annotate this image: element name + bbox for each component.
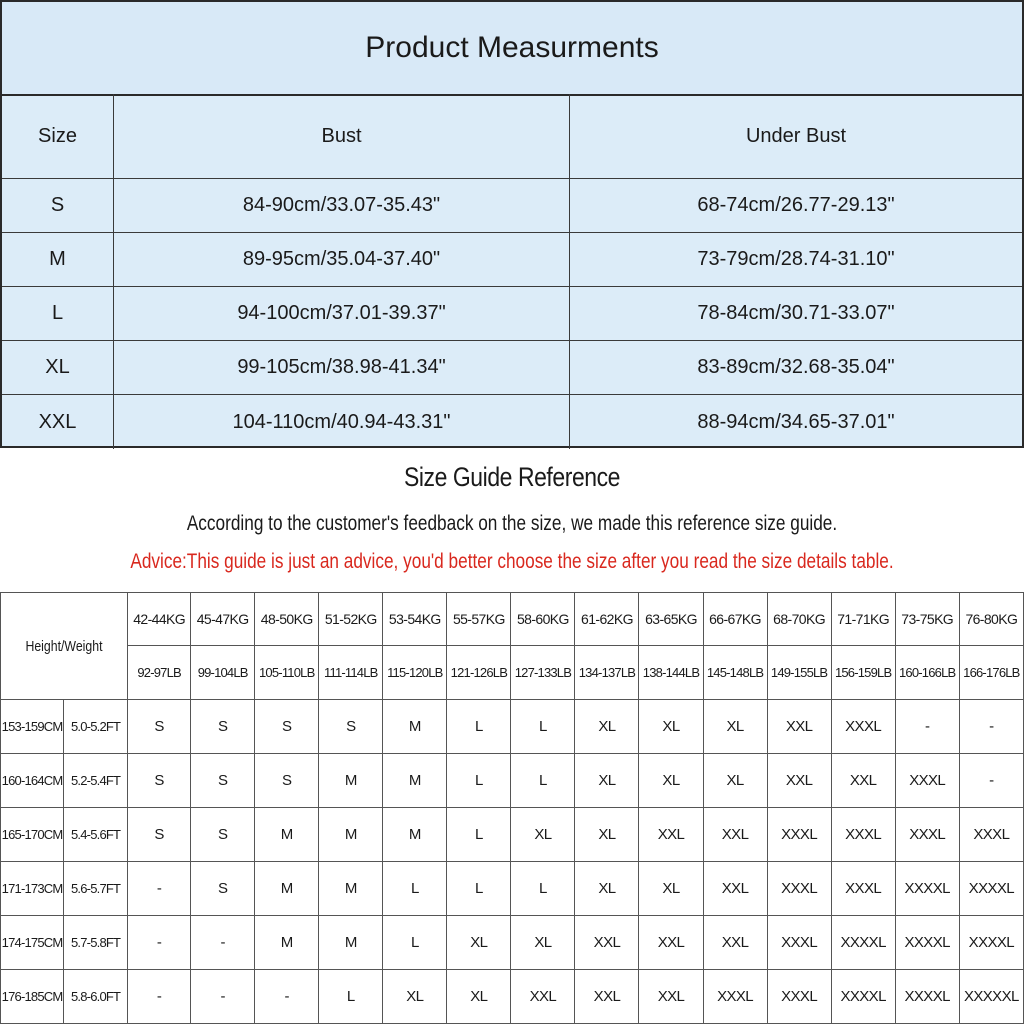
- under-bust-cell: 78-84cm/30.71-33.07": [697, 302, 895, 324]
- recommended-size-cell: M: [255, 862, 319, 916]
- recommended-size-cell: -: [128, 970, 191, 1024]
- recommended-size-cell: -: [959, 754, 1023, 808]
- recommended-size-cell: XXXL: [767, 808, 831, 862]
- recommended-size-cell: M: [255, 916, 319, 970]
- height-row: [1, 754, 1024, 808]
- weight-lb-header: 134-137LB: [575, 646, 639, 700]
- recommended-size-cell: L: [447, 808, 511, 862]
- recommended-size-cell: -: [191, 916, 255, 970]
- weight-lb-header: 166-176LB: [959, 646, 1023, 700]
- size-cell: XXL: [2, 395, 114, 449]
- recommended-size-cell: XL: [447, 970, 511, 1024]
- recommended-size-cell: XXL: [703, 808, 767, 862]
- size-cell: M: [2, 233, 114, 286]
- recommended-size-cell: XXL: [767, 700, 831, 754]
- recommended-size-cell: S: [319, 700, 383, 754]
- recommended-size-cell: S: [191, 754, 255, 808]
- recommended-size-cell: L: [511, 754, 575, 808]
- recommended-size-cell: XL: [575, 862, 639, 916]
- recommended-size-cell: M: [383, 754, 447, 808]
- height-cm-cell: 176-185CM: [1, 970, 64, 1024]
- recommended-size-cell: XL: [575, 808, 639, 862]
- height-cm-cell: 171-173CM: [1, 862, 64, 916]
- recommended-size-cell: XXXXL: [831, 916, 895, 970]
- recommended-size-cell: XXXXL: [895, 862, 959, 916]
- recommended-size-cell: XL: [511, 916, 575, 970]
- recommended-size-cell: XXL: [703, 916, 767, 970]
- measurement-row: [2, 395, 1022, 449]
- weight-kg-header: 61-62KG: [575, 593, 639, 646]
- height-cm-cell: 174-175CM: [1, 916, 64, 970]
- weight-lb-header: 160-166LB: [895, 646, 959, 700]
- bust-cell: 94-100cm/37.01-39.37": [114, 287, 570, 340]
- weight-lb-header: 138-144LB: [639, 646, 703, 700]
- weight-lb-header: 127-133LB: [511, 646, 575, 700]
- header-size: Size: [2, 94, 114, 178]
- recommended-size-cell: XXXXL: [895, 916, 959, 970]
- product-measurements-table: [0, 0, 1024, 448]
- bust-cell: 104-110cm/40.94-43.31": [114, 395, 570, 449]
- measurement-row: [2, 233, 1022, 287]
- weight-kg-header: 71-71KG: [831, 593, 895, 646]
- recommended-size-cell: XXXXXL: [959, 970, 1023, 1024]
- recommended-size-cell: S: [191, 700, 255, 754]
- recommended-size-cell: M: [319, 808, 383, 862]
- height-row: [1, 862, 1024, 916]
- recommended-size-cell: M: [319, 862, 383, 916]
- recommended-size-cell: L: [319, 970, 383, 1024]
- height-ft-cell: 5.2-5.4FT: [64, 754, 128, 808]
- under-bust-cell: 68-74cm/26.77-29.13": [697, 194, 895, 216]
- recommended-size-cell: -: [128, 862, 191, 916]
- size-guide-advice: Advice:This guide is just an advice, you'd better choose the size after you read the size details table.: [130, 550, 894, 573]
- measurement-row: [2, 179, 1022, 233]
- weight-lb-header: 121-126LB: [447, 646, 511, 700]
- recommended-size-cell: -: [191, 970, 255, 1024]
- height-row: [1, 970, 1024, 1024]
- size-guide-subtitle: According to the customer's feedback on the size, we made this reference size guide.: [186, 512, 838, 535]
- recommended-size-cell: XXL: [639, 916, 703, 970]
- recommended-size-cell: XXXXL: [895, 970, 959, 1024]
- height-ft-cell: 5.6-5.7FT: [64, 862, 128, 916]
- recommended-size-cell: XXXXL: [959, 862, 1023, 916]
- recommended-size-cell: XXXXL: [831, 970, 895, 1024]
- recommended-size-cell: M: [319, 754, 383, 808]
- weight-kg-header: 73-75KG: [895, 593, 959, 646]
- recommended-size-cell: S: [128, 700, 191, 754]
- recommended-size-cell: XXXL: [831, 808, 895, 862]
- recommended-size-cell: L: [383, 916, 447, 970]
- height-weight-corner: [1, 593, 128, 700]
- recommended-size-cell: XXXL: [895, 754, 959, 808]
- recommended-size-cell: S: [191, 808, 255, 862]
- weight-kg-header: 51-52KG: [319, 593, 383, 646]
- recommended-size-cell: XL: [575, 700, 639, 754]
- weight-lb-header: 115-120LB: [383, 646, 447, 700]
- recommended-size-cell: XL: [383, 970, 447, 1024]
- weight-kg-header: 63-65KG: [639, 593, 703, 646]
- recommended-size-cell: XXXL: [767, 916, 831, 970]
- recommended-size-cell: L: [447, 700, 511, 754]
- recommended-size-cell: XL: [639, 700, 703, 754]
- recommended-size-cell: XXL: [703, 862, 767, 916]
- weight-kg-row: [1, 593, 1024, 646]
- weight-kg-header: 58-60KG: [511, 593, 575, 646]
- recommended-size-cell: XXXL: [831, 700, 895, 754]
- recommended-size-cell: XXXL: [959, 808, 1023, 862]
- weight-lb-header: 105-110LB: [255, 646, 319, 700]
- under-bust-cell: 88-94cm/34.65-37.01": [697, 410, 895, 433]
- weight-lb-header: 149-155LB: [767, 646, 831, 700]
- weight-kg-header: 42-44KG: [128, 593, 191, 646]
- recommended-size-cell: XXXXL: [959, 916, 1023, 970]
- header-bust: Bust: [114, 94, 570, 178]
- recommended-size-cell: XL: [703, 700, 767, 754]
- measurements-header-row: [2, 94, 1022, 179]
- weight-lb-header: 111-114LB: [319, 646, 383, 700]
- weight-kg-header: 68-70KG: [767, 593, 831, 646]
- recommended-size-cell: XL: [447, 916, 511, 970]
- corner-label: Height/Weight: [25, 637, 103, 655]
- recommended-size-cell: XL: [703, 754, 767, 808]
- header-under-bust: Under Bust: [745, 124, 847, 147]
- height-ft-cell: 5.4-5.6FT: [64, 808, 128, 862]
- recommended-size-cell: XXL: [639, 970, 703, 1024]
- under-bust-cell: 83-89cm/32.68-35.04": [697, 356, 895, 378]
- weight-lb-header: 92-97LB: [128, 646, 191, 700]
- recommended-size-cell: M: [255, 808, 319, 862]
- size-guide-table: [0, 592, 1024, 1024]
- weight-kg-header: 48-50KG: [255, 593, 319, 646]
- size-cell: S: [2, 179, 114, 232]
- recommended-size-cell: XXL: [767, 754, 831, 808]
- recommended-size-cell: L: [447, 754, 511, 808]
- height-ft-cell: 5.0-5.2FT: [64, 700, 128, 754]
- recommended-size-cell: XXL: [575, 916, 639, 970]
- recommended-size-cell: M: [383, 700, 447, 754]
- measurement-row: [2, 341, 1022, 395]
- recommended-size-cell: XL: [639, 754, 703, 808]
- recommended-size-cell: XXL: [639, 808, 703, 862]
- height-row: [1, 700, 1024, 754]
- recommended-size-cell: L: [383, 862, 447, 916]
- height-ft-cell: 5.7-5.8FT: [64, 916, 128, 970]
- bust-cell: 89-95cm/35.04-37.40": [114, 233, 570, 286]
- size-cell: L: [2, 287, 114, 340]
- recommended-size-cell: XXL: [831, 754, 895, 808]
- recommended-size-cell: XL: [575, 754, 639, 808]
- weight-lb-header: 145-148LB: [703, 646, 767, 700]
- recommended-size-cell: XXL: [511, 970, 575, 1024]
- weight-kg-header: 66-67KG: [703, 593, 767, 646]
- height-cm-cell: 160-164CM: [1, 754, 64, 808]
- recommended-size-cell: XL: [639, 862, 703, 916]
- recommended-size-cell: XL: [511, 808, 575, 862]
- weight-kg-header: 76-80KG: [959, 593, 1023, 646]
- weight-kg-header: 45-47KG: [191, 593, 255, 646]
- bust-cell: 84-90cm/33.07-35.43": [114, 179, 570, 232]
- size-guide-title: Size Guide Reference: [403, 462, 621, 492]
- recommended-size-cell: S: [191, 862, 255, 916]
- weight-lb-header: 99-104LB: [191, 646, 255, 700]
- recommended-size-cell: M: [319, 916, 383, 970]
- recommended-size-cell: -: [128, 916, 191, 970]
- recommended-size-cell: S: [255, 700, 319, 754]
- recommended-size-cell: M: [383, 808, 447, 862]
- weight-lb-row: [1, 646, 1024, 700]
- recommended-size-cell: XXXL: [895, 808, 959, 862]
- recommended-size-cell: XXXL: [767, 970, 831, 1024]
- recommended-size-cell: S: [255, 754, 319, 808]
- weight-kg-header: 55-57KG: [447, 593, 511, 646]
- height-cm-cell: 165-170CM: [1, 808, 64, 862]
- height-row: [1, 916, 1024, 970]
- measurements-grid: [2, 94, 1022, 449]
- recommended-size-cell: S: [128, 808, 191, 862]
- recommended-size-cell: -: [959, 700, 1023, 754]
- recommended-size-cell: XXXL: [703, 970, 767, 1024]
- height-ft-cell: 5.8-6.0FT: [64, 970, 128, 1024]
- recommended-size-cell: -: [255, 970, 319, 1024]
- recommended-size-cell: XXL: [575, 970, 639, 1024]
- height-row: [1, 808, 1024, 862]
- measurements-title: Product Measurments: [2, 2, 1022, 96]
- recommended-size-cell: L: [447, 862, 511, 916]
- bust-cell: 99-105cm/38.98-41.34": [114, 341, 570, 394]
- recommended-size-cell: L: [511, 700, 575, 754]
- height-cm-cell: 153-159CM: [1, 700, 64, 754]
- under-bust-cell: 73-79cm/28.74-31.10": [697, 248, 895, 270]
- weight-lb-header: 156-159LB: [831, 646, 895, 700]
- recommended-size-cell: XXXL: [831, 862, 895, 916]
- recommended-size-cell: -: [895, 700, 959, 754]
- recommended-size-cell: L: [511, 862, 575, 916]
- recommended-size-cell: XXXL: [767, 862, 831, 916]
- size-cell: XL: [2, 341, 114, 394]
- weight-kg-header: 53-54KG: [383, 593, 447, 646]
- recommended-size-cell: S: [128, 754, 191, 808]
- measurement-row: [2, 287, 1022, 341]
